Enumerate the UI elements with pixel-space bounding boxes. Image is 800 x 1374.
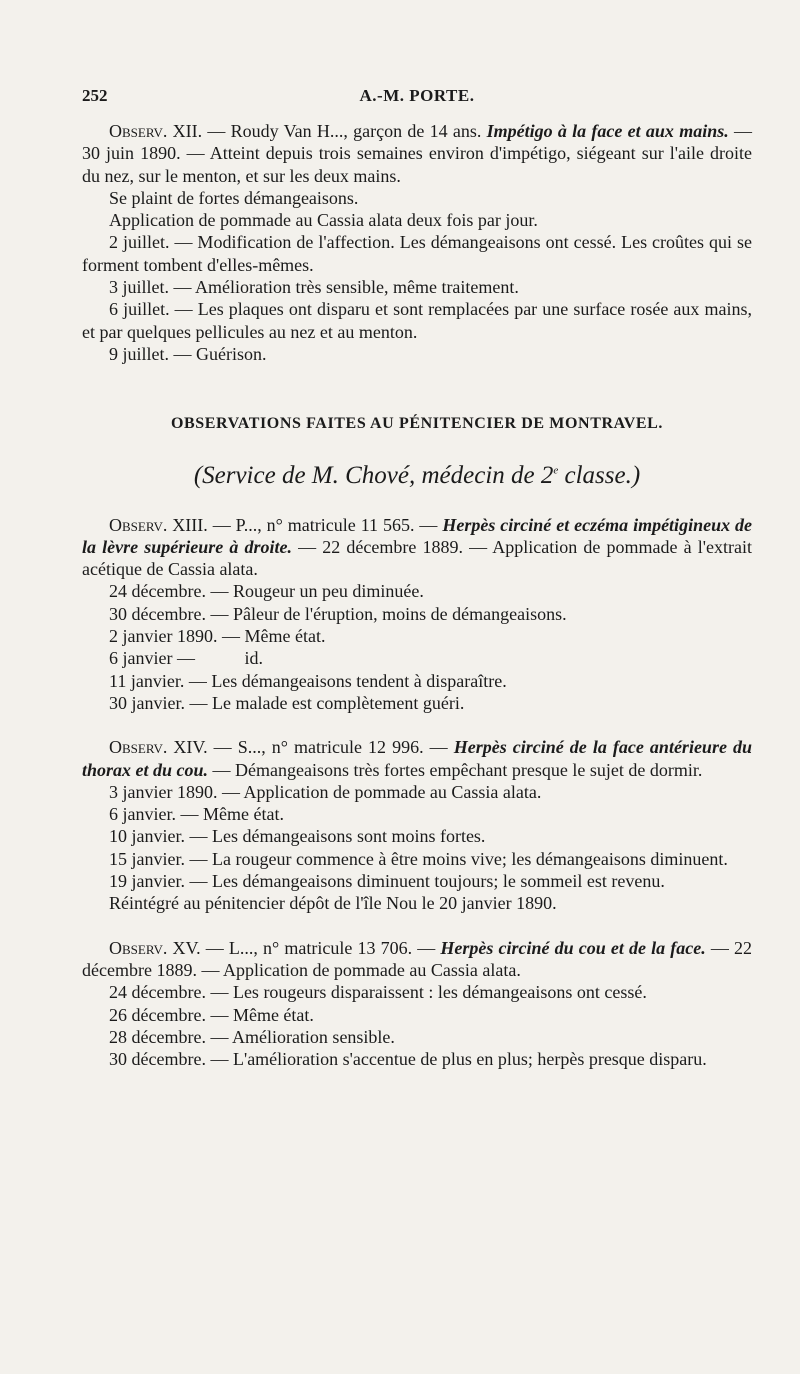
observation-line: 24 décembre. — Rougeur un peu diminuée. <box>109 581 424 602</box>
observation-line: 26 décembre. — Même état. <box>109 1004 314 1025</box>
spacer <box>82 915 752 937</box>
observation-details: — Démangeaisons très fortes empêchant presque le sujet de dormir. <box>208 759 703 780</box>
spacer <box>82 714 752 736</box>
observation-line: Application de pommade au Cassia alata deux fois par jour. <box>109 210 538 231</box>
spacer <box>82 365 752 413</box>
observation-line: 2 juillet. — Modification de l'affection. Les démangeaisons ont cessé. Les croûtes qui se forment tombent d'elles-mêmes. <box>82 232 752 275</box>
observation-line: 9 juillet. — Guérison. <box>109 343 267 364</box>
service-text-end: classe.) <box>558 461 641 489</box>
observation-line: Réintégré au pénitencier dépôt de l'île Nou le 20 janvier 1890. <box>109 893 557 914</box>
service-text: (Service de M. Chové, médecin de 2 <box>193 461 554 489</box>
service-superscript: e <box>553 464 559 477</box>
observation-line: 30 janvier. — Le malade est complètement guéri. <box>109 692 465 713</box>
observation-13 <box>82 514 752 715</box>
observation-label: Observ. XIV. <box>109 737 208 758</box>
observation-patient: — L..., n° matricule 13 706. — <box>200 937 441 958</box>
observation-line: 6 janvier — id. <box>109 648 263 669</box>
observation-details: — 22 décembre 1889. — Application de pommade à l'extrait acétique de Cassia alata. <box>82 536 753 580</box>
observation-line: 2 janvier 1890. — Même état. <box>109 626 326 647</box>
observation-line: 11 janvier. — Les démangeaisons tendent à disparaître. <box>109 670 507 691</box>
observation-13-intro <box>82 514 752 581</box>
observation-line: Se plaint de fortes démangeaisons. <box>109 187 359 208</box>
observation-line: 6 juillet. — Les plaques ont disparu et sont remplacées par une surface rosée aux mains, et par quelques pellicules au nez et au menton. <box>82 299 752 342</box>
observation-label: Observ. XV. <box>109 937 201 958</box>
observation-line: 3 janvier 1890. — Application de pommade au Cassia alata. <box>109 781 542 802</box>
page-body <box>82 120 752 1070</box>
observation-patient: — S..., n° matricule 12 996. — <box>207 737 454 758</box>
observation-line: 19 janvier. — Les démangeaisons diminuent toujours; le sommeil est revenu. <box>109 871 665 892</box>
observation-14-intro <box>82 736 752 781</box>
observation-line: 24 décembre. — Les rougeurs disparaissent : les démangeaisons ont cessé. <box>109 982 647 1003</box>
page-header <box>82 86 752 112</box>
observation-15 <box>82 937 752 1071</box>
observation-label: Observ. XII. <box>109 121 203 141</box>
observation-line: 10 janvier. — Les démangeaisons sont moins fortes. <box>109 826 486 847</box>
spacer <box>82 492 752 514</box>
section-title: OBSERVATIONS FAITES AU PÉNITENCIER DE MONTRAVEL. <box>170 415 664 433</box>
observation-diagnosis: Herpès circiné et eczéma impétigineux de la lèvre supérieure à droite. <box>82 514 753 557</box>
observation-details: — 22 décembre 1889. — Application de pommade au Cassia alata. <box>82 937 752 980</box>
observation-diagnosis: Herpès circiné du cou et de la face. <box>440 937 706 958</box>
observation-line: 30 décembre. — L'amélioration s'accentue de plus en plus; herpès presque disparu. <box>109 1049 707 1070</box>
observation-line: 30 décembre. — Pâleur de l'éruption, moins de démangeaisons. <box>109 603 567 624</box>
service-heading <box>82 460 752 492</box>
observation-label: Observ. XIII. <box>109 514 208 535</box>
observation-diagnosis: Herpès circiné de la face antérieure du thorax et du cou. <box>82 737 752 780</box>
observation-12-intro <box>82 120 752 187</box>
observation-12 <box>82 120 752 365</box>
observation-patient: — P..., n° matricule 11 565. — <box>207 514 443 535</box>
observation-line: 28 décembre. — Amélioration sensible. <box>109 1026 395 1047</box>
running-title: A.-M. PORTE. <box>359 86 475 105</box>
page-number: 252 <box>82 86 108 105</box>
observation-diagnosis: Impétigo à la face et aux mains. <box>486 121 729 141</box>
observation-details: — 30 juin 1890. — Atteint depuis trois semaines environ d'impétigo, siégeant sur l'aile droite du nez, sur le menton, et sur les deux mains. <box>82 121 752 186</box>
observation-15-intro <box>82 937 752 982</box>
observation-patient: — Roudy Van H..., garçon de 14 ans. <box>202 121 487 141</box>
observation-line: 3 juillet. — Amélioration très sensible, même traitement. <box>109 277 519 298</box>
observation-line: 15 janvier. — La rougeur commence à être moins vive; les démangeaisons diminuent. <box>109 848 728 869</box>
observation-14 <box>82 736 752 914</box>
observation-line: 6 janvier. — Même état. <box>109 804 284 825</box>
